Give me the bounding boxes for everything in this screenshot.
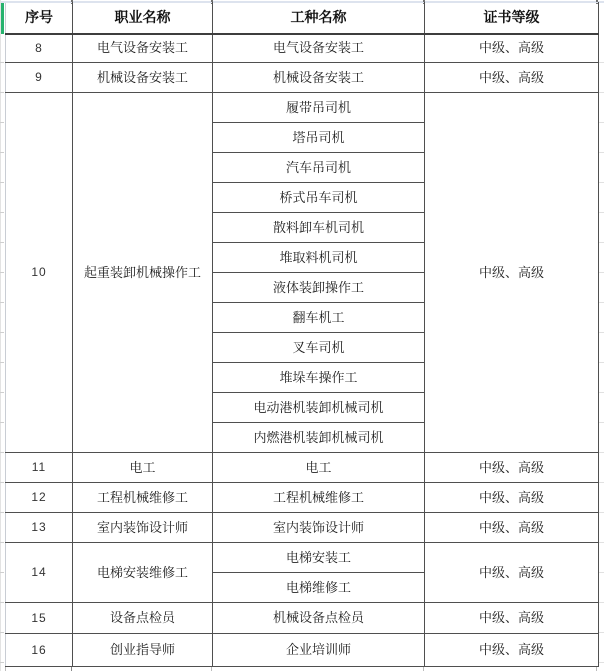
level-cell[interactable]: 中级、高级 xyxy=(425,93,599,453)
job-cell[interactable]: 工程机械维修工 xyxy=(213,483,425,513)
occupation-cell[interactable]: 设备点检员 xyxy=(73,603,213,634)
level-cell[interactable]: 中级、高级 xyxy=(425,453,599,483)
serial-cell[interactable]: 9 xyxy=(6,63,73,93)
job-cell[interactable]: 散料卸车机司机 xyxy=(213,213,425,243)
occupation-cell[interactable]: 室内装饰设计师 xyxy=(73,513,213,543)
job-cell[interactable]: 电工 xyxy=(213,453,425,483)
table-row xyxy=(6,513,599,543)
job-cell[interactable]: 机械设备点检员 xyxy=(213,603,425,634)
serial-cell[interactable]: 10 xyxy=(6,93,73,453)
serial-cell[interactable]: 12 xyxy=(6,483,73,513)
occupation-cell[interactable]: 电气设备安装工 xyxy=(73,34,213,63)
table-row xyxy=(6,93,599,123)
job-cell[interactable]: 电梯安装工 xyxy=(213,543,425,573)
level-cell[interactable]: 中级、高级 xyxy=(425,543,599,603)
level-cell[interactable]: 中级、高级 xyxy=(425,603,599,634)
job-cell[interactable]: 液体装卸操作工 xyxy=(213,273,425,303)
job-cell[interactable]: 塔吊司机 xyxy=(213,123,425,153)
level-cell[interactable]: 中级、高级 xyxy=(425,513,599,543)
serial-cell[interactable]: 8 xyxy=(6,34,73,63)
header-occupation-name[interactable]: 职业名称 xyxy=(73,3,213,34)
job-cell[interactable]: 企业培训师 xyxy=(213,634,425,667)
selection-indicator-bar xyxy=(1,3,4,34)
job-cell[interactable]: 电气设备安装工 xyxy=(213,34,425,63)
job-cell[interactable]: 桥式吊车司机 xyxy=(213,183,425,213)
job-cell[interactable]: 堆取料机司机 xyxy=(213,243,425,273)
header-certificate-level[interactable]: 证书等级 xyxy=(425,3,599,34)
header-row xyxy=(6,3,599,34)
job-cell[interactable]: 履带吊司机 xyxy=(213,93,425,123)
occupation-cell[interactable]: 机械设备安装工 xyxy=(73,63,213,93)
right-row-gridline-ticks xyxy=(599,33,604,666)
table-row xyxy=(6,63,599,93)
occupation-cell[interactable]: 起重装卸机械操作工 xyxy=(73,93,213,453)
occupation-cell[interactable]: 创业指导师 xyxy=(73,634,213,667)
table-row xyxy=(6,453,599,483)
job-cell[interactable]: 汽车吊司机 xyxy=(213,153,425,183)
header-job-type-name[interactable]: 工种名称 xyxy=(213,3,425,34)
serial-cell[interactable]: 11 xyxy=(6,453,73,483)
table-row xyxy=(6,543,599,573)
occupation-cell[interactable]: 电梯安装维修工 xyxy=(73,543,213,603)
job-cell[interactable]: 机械设备安装工 xyxy=(213,63,425,93)
job-cell[interactable]: 电梯维修工 xyxy=(213,573,425,603)
level-cell[interactable]: 中级、高级 xyxy=(425,483,599,513)
certificate-occupations-table xyxy=(5,2,599,667)
job-cell[interactable]: 内燃港机装卸机械司机 xyxy=(213,423,425,453)
level-cell[interactable]: 中级、高级 xyxy=(425,63,599,93)
job-cell[interactable]: 翻车机工 xyxy=(213,303,425,333)
job-cell[interactable]: 室内装饰设计师 xyxy=(213,513,425,543)
left-row-gridline-ticks xyxy=(0,33,4,666)
serial-cell[interactable]: 14 xyxy=(6,543,73,603)
job-cell[interactable]: 电动港机装卸机械司机 xyxy=(213,393,425,423)
serial-cell[interactable]: 13 xyxy=(6,513,73,543)
level-cell[interactable]: 中级、高级 xyxy=(425,634,599,667)
job-cell[interactable]: 叉车司机 xyxy=(213,333,425,363)
table-row xyxy=(6,603,599,634)
serial-cell[interactable]: 16 xyxy=(6,634,73,667)
table-row xyxy=(6,34,599,63)
level-cell[interactable]: 中级、高级 xyxy=(425,34,599,63)
serial-cell[interactable]: 15 xyxy=(6,603,73,634)
occupation-cell[interactable]: 工程机械维修工 xyxy=(73,483,213,513)
occupation-cell[interactable]: 电工 xyxy=(73,453,213,483)
table-row xyxy=(6,634,599,667)
header-serial-number[interactable]: 序号 xyxy=(6,3,73,34)
table-row xyxy=(6,483,599,513)
job-cell[interactable]: 堆垛车操作工 xyxy=(213,363,425,393)
